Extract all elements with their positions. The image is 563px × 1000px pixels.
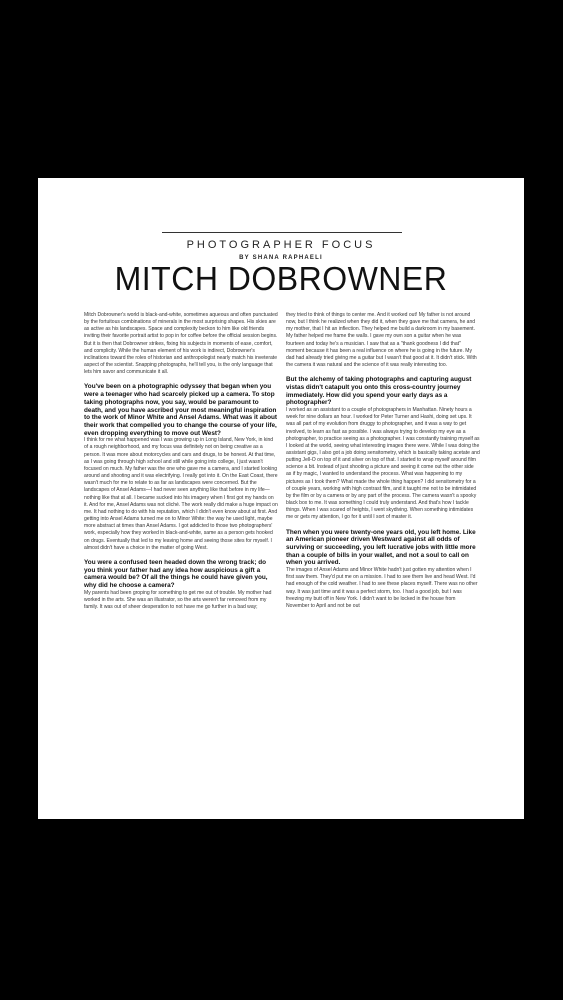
question-1: You've been on a photographic odyssey that began when you were a teenager who had scarcely picked up a camera. To stop taking photographs now, you say, would be paramount to death, and you have ascribed your most meaningful inspiration to the work of Minor White and Ansel Adams. What was it about their work that compelled you to change the course of your life, even dropping everything to move out West? [84, 383, 278, 437]
answer-2-continued: they tried to think of things to center me. And it worked out! My father is not around now, but I think he realized when they did it, when they gave me that camera, he and my mother, that I hit an inflection. They helped me build a darkroom in my basement. My father helped me frame the walls. I gave my own son a guitar when he was fourteen and today he's a musician. I saw that as a "thank goodness I did that" moment because it has been a real influence on where he is going in the future. My dad had already tried giving me a guitar but I wasn't that good at it. It didn't stick. With the camera it was natural and the science of it was really interesting too. [286, 312, 477, 369]
answer-2: My parents had been groping for something to get me out of trouble. My mother had worked in the arts. She was an illustrator, so the arts weren't far removed from my family. It was out of sheer desperation to not have me go further in a bad way; [84, 589, 272, 610]
question-4: Then when you were twenty-one years old, you left home. Like an American pioneer driven Westward against all odds of surviving or succeeding, you left lucrative jobs with little more than a couple of bills in your wallet, and not a soul to call on when you arrived. [286, 528, 476, 567]
byline: BY SHANA RAPHAELI [239, 255, 323, 261]
left-column [84, 312, 278, 792]
answer-4: The images of Ansel Adams and Minor White hadn't just gotten my attention when I first saw them. They'd put me on a mission. I had to see them live and head West. I'd had enough of the cold weather. I had to see these places myself. There was no other way. It was just time and it was a perfect storm, too. I had a good job, but I was freezing my butt off in New York. I didn't want to be locked in the house from November to April and not be out [286, 567, 478, 609]
header-rule [162, 232, 402, 233]
article-title: MITCH DOBROWNER [114, 260, 448, 297]
answer-1: I think for me what happened was I was growing up in Long Island, New York, in kind of a rough neighborhood, and my focus was definitely not on being creative as a person. It was more about motorcycles and cars and drugs, to be honest. At that time, as I was going through high school and still while going into college, I just wasn't focused on much. My father was the one who gave me a camera, and I started looking around and shooting and it was electrifying. I really got into it. On the East Coast, there wasn't much for me to relate to as far as landscapes were concerned. But the landscapes of Ansel Adams—I had never seen anything like that before in my life—nothing like that at all. I became sucked into his imagery when I first got my hands on it. And for me, Ansel Adams was not cliché. The work really did make a huge impact on me. It had nothing to do with his reputation, which I didn't even know about at first. And getting into Ansel Adams turned me on to Minor White: the way he used light, maybe more abstract at times than Ansel Adams. I got addicted to those two photographers' work, especially how they worked in black-and-white, same as a person gets hooked on drugs. Eventually that led to my leaving home and seeing those sites for myself. I almost didn't have a choice in the matter of going West. [84, 437, 278, 551]
section-kicker: PHOTOGRAPHER FOCUS [186, 239, 376, 251]
question-2: You were a confused teen headed down the wrong track; do you think your father had any idea how auspicious a gift a camera would be? Of all the things he could have given you, why did he choose a camera? [84, 558, 268, 589]
magazine-page [38, 178, 524, 819]
intro-paragraph: Mitch Dobrowner's world is black-and-white, sometimes aqueous and often punctuated by the fortuitous combinations of minerals in the most surprising shapes. His skies are as active as his landscapes. Space and complexity beckon to him like old friends inviting their favorite portrait artist to pop in for coffee before the official session begins. But it is then that Dobrowner strikes, fixing his subjects in moments of ease, comfort, and complicity. While the human element of his work is indirect, Dobrowner's inclinations toward the roles of historian and anthropologist nearly match his inveterate aspect of the scientist. Snapping photographs, he'll tell you, is the only language that lets him savor and communicate it all. [84, 312, 278, 376]
question-3: But the alchemy of taking photographs and capturing august vistas didn't catapult you onto this cross-country journey immediately. How did you spend your early days as a photographer? [286, 376, 472, 407]
right-column [286, 312, 480, 792]
answer-3: I worked as an assistant to a couple of photographers in Manhattan. Ninety hours a week for nine dollars an hour. I worked for Peter Turner and Hashi, doing set ups. It was all part of my evolution from druggy to photographer, and it was a way to get involved, to learn as fast as possible. I was always trying to develop my eye as a photographer, to practice seeing as a photographer. I was constantly training myself as I looked at the world, seeing what interesting images there were. While I was doing the assistant gigs, I also got a job doing sensitometry, which is basically taking acetate and putting Jell-O on top of it and silver on top of that. I started to wrap myself around film science a bit. Instead of just shooting a picture and seeing it come out the other side as if by magic, I wanted to understand the process. What was happening to my pictures as I took them? What made the whole thing happen? I did sensitometry for a of couple years, working with high contrast film, and it taught me not to be intimidated by the film or by a camera or by any part of the process. The camera wasn't a spooky black box to me. It was something I could truly understand. And that's how I tackle things. When I was scared of heights, I went skydiving. When something intimidates me or gets my attention, I go for it until I sort of master it. [286, 407, 480, 521]
